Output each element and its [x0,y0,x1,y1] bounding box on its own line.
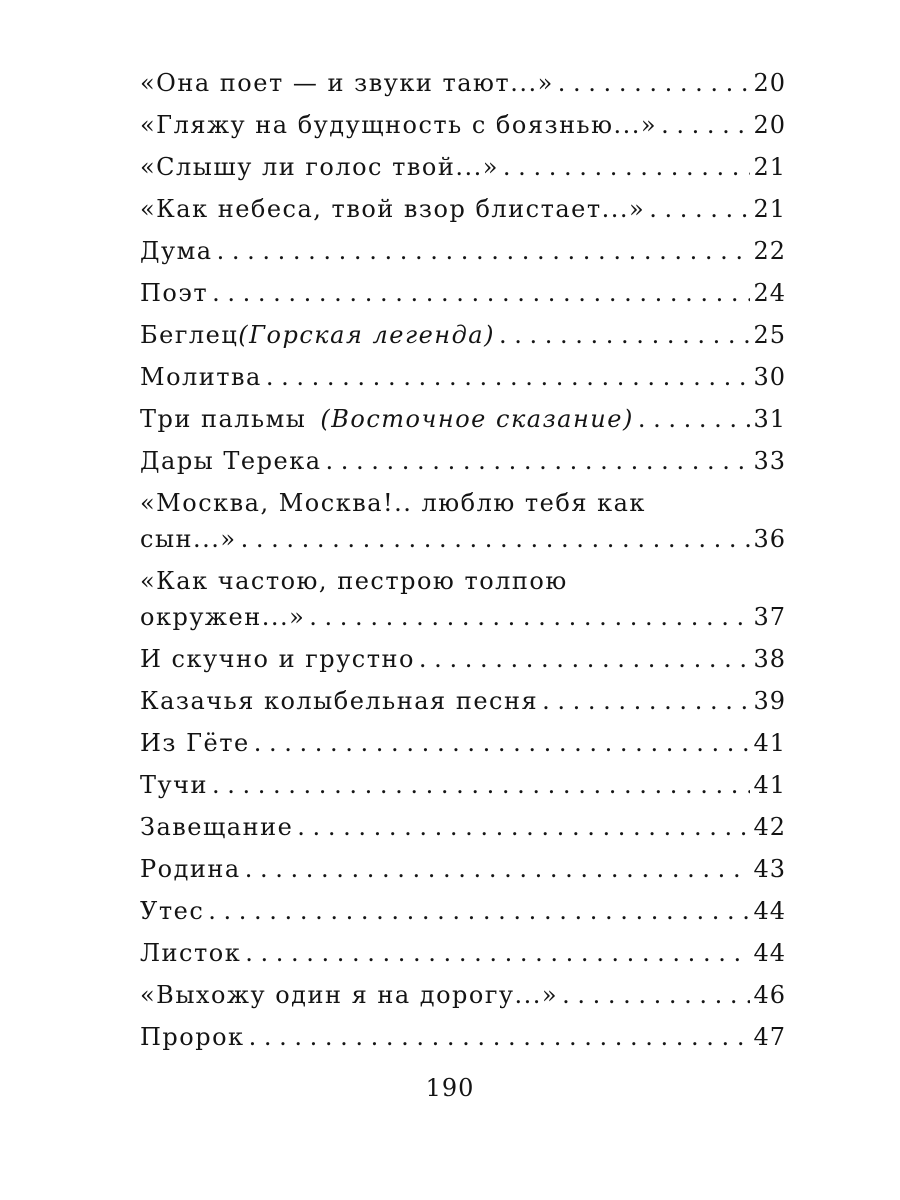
page-number: 190 [425,1074,475,1102]
toc-entry [140,362,786,392]
toc-entry-title: Пророк [140,1023,245,1051]
dot-leader [495,320,750,350]
toc-entry [140,404,786,434]
toc-entry [140,110,786,140]
toc-entry-title: Тучи [140,771,208,799]
dot-leader [208,770,750,800]
toc-entry-page: 41 [753,771,786,799]
toc-entry-title-line2: окружен...» [140,603,306,631]
toc-entry-title: Утес [140,897,205,925]
toc-entry-page: 38 [753,645,786,673]
toc-entry [140,896,786,926]
dot-leader [204,896,750,926]
toc-entry-page: 36 [753,525,786,553]
dot-leader [245,1022,750,1052]
toc-entry-title: Листок [140,939,242,967]
dot-leader [241,854,750,884]
toc-entry-page: 46 [753,981,786,1009]
toc-entry-subtitle: (Горская легенда) [238,321,495,349]
dot-leader [293,812,750,842]
toc-entry-title: И скучно и грустно [140,645,415,673]
toc-entry-title: Молитва [140,363,262,391]
toc-entry [140,728,786,758]
dot-leader [415,644,750,674]
dot-leader [657,110,750,140]
toc-entry-title-line2: сын...» [140,525,237,553]
toc-entry-title: Из Гёте [140,729,250,757]
toc-entry-page: 44 [753,939,786,967]
dot-leader [305,602,750,632]
toc-entry-page: 21 [753,195,786,223]
dot-leader [645,194,750,224]
toc-entry-page: 42 [753,813,786,841]
toc-entry-title: «Слышу ли голос твой...» [140,153,499,181]
toc-entry-page: 41 [753,729,786,757]
toc-entry-page: 30 [753,363,786,391]
toc-entry [140,938,786,968]
toc-entry [140,236,786,266]
toc-entry [140,770,786,800]
toc-entry-title: Дума [140,237,213,265]
toc-entry [140,566,786,632]
toc-entry [140,1022,786,1052]
toc-entry [140,152,786,182]
toc-entry-title: Родина [140,855,241,883]
toc-entry-page: 20 [753,69,786,97]
toc-entry-page: 44 [753,897,786,925]
toc-entry-page: 39 [753,687,786,715]
toc-entry [140,278,786,308]
toc-entry [140,68,786,98]
dot-leader [554,68,750,98]
toc-entry [140,194,786,224]
toc-entry-title: Три пальмы [140,405,307,433]
dot-leader [250,728,750,758]
toc-entry-page: 37 [753,603,786,631]
dot-leader [322,446,751,476]
dot-leader [262,362,750,392]
dot-leader [499,152,750,182]
toc-entry-subtitle: (Восточное сказание) [320,405,634,433]
toc-entry-page: 33 [753,447,786,475]
dot-leader [538,686,750,716]
toc-entry [140,854,786,884]
toc-entry [140,320,786,350]
toc-entry-page: 31 [753,405,786,433]
dot-leader [634,404,750,434]
toc-entry-title: «Выхожу один я на дорогу...» [140,981,559,1009]
toc-entry-title: Поэт [140,279,209,307]
toc-entry-page: 24 [753,279,786,307]
toc-entry [140,446,786,476]
toc-entry-page: 25 [753,321,786,349]
dot-leader [208,278,750,308]
dot-leader [237,524,750,554]
dot-leader [241,938,750,968]
toc-entry [140,812,786,842]
toc-entry-title: Завещание [140,813,294,841]
toc-entry [140,686,786,716]
table-of-contents [140,68,786,1064]
toc-entry-page: 20 [753,111,786,139]
toc-entry-title-line1: «Как частою, пестрою толпою [140,567,568,595]
dot-leader [213,236,750,266]
toc-entry-title: «Гляжу на будущность с боязнью...» [140,111,658,139]
toc-entry [140,980,786,1010]
toc-entry-page: 47 [753,1023,786,1051]
toc-entry-page: 21 [753,153,786,181]
toc-entry-page: 43 [753,855,786,883]
toc-entry-title-line1: «Москва, Москва!.. люблю тебя как [140,489,646,517]
toc-entry [140,488,786,554]
toc-entry-title: Дары Терека [140,447,322,475]
toc-entry-page: 22 [753,237,786,265]
dot-leader [558,980,750,1010]
toc-entry-title: Беглец [140,321,239,349]
toc-entry-title: «Она поет — и звуки тают...» [140,69,554,97]
toc-entry-title: «Как небеса, твой взор блистает...» [140,195,646,223]
toc-entry-title: Казачья колыбельная песня [140,687,539,715]
toc-entry [140,644,786,674]
